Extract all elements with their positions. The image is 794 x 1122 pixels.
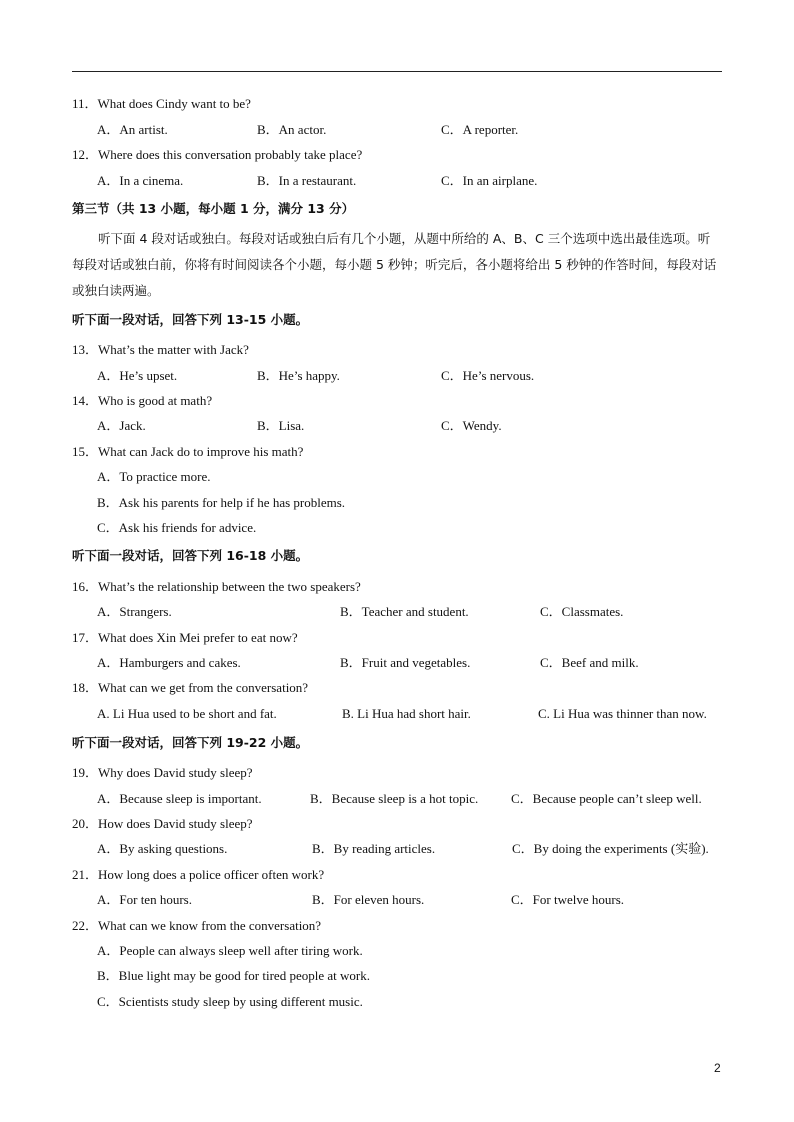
question-11-option-a: A．An artist. [97, 122, 168, 137]
question-14-option-b: B．Lisa. [257, 418, 305, 433]
question-12-option-b: B．In a restaurant. [257, 173, 357, 188]
question-20-option-a: A．By asking questions. [97, 841, 228, 856]
question-15-option-c: C．Ask his friends for advice. [97, 520, 257, 535]
question-16-option-b: B．Teacher and student. [340, 604, 469, 619]
question-21-option-a: A．For ten hours. [97, 892, 192, 907]
question-16-option-c: C．Classmates. [540, 604, 624, 619]
section-3-instructions: 听下面 4 段对话或独白。每段对话或独白后有几个小题，从题中所给的 A、B、C 三个选项中选出最佳选项。听每段对话或独白前，你将有时间阅读各个小题，每小题 5 秒钟；听完后，各小题将给出 5 秒钟的作答时间，每段对话或独白读两遍。 [72, 231, 717, 298]
question-14-stem: 14．Who is good at math? [72, 393, 213, 408]
question-16-option-a: A．Strangers. [97, 604, 172, 619]
question-17-option-b: B．Fruit and vegetables. [340, 655, 471, 670]
question-19-option-c: C．Because people can’t sleep well. [511, 791, 702, 806]
question-16-stem: 16．What’s the relationship between the two speakers? [72, 579, 361, 594]
question-13-option-a: A．He’s upset. [97, 368, 178, 383]
group-13-15-heading: 听下面一段对话，回答下列 13-15 小题。 [72, 312, 309, 327]
question-22-option-c: C．Scientists study sleep by using different music. [97, 994, 363, 1009]
question-15-option-a: A．To practice more. [97, 469, 211, 484]
question-21-stem: 21．How long does a police officer often work? [72, 867, 325, 882]
question-14-option-a: A．Jack. [97, 418, 146, 433]
question-22-stem: 22．What can we know from the conversation? [72, 918, 322, 933]
question-11-option-b: B．An actor. [257, 122, 327, 137]
question-20-stem: 20．How does David study sleep? [72, 816, 253, 831]
section-3-heading: 第三节（共 13 小题，每小题 1 分，满分 13 分） [72, 201, 355, 216]
group-16-18-heading: 听下面一段对话，回答下列 16-18 小题。 [72, 548, 309, 563]
question-12-stem: 12．Where does this conversation probably take place? [72, 147, 363, 162]
question-17-option-a: A．Hamburgers and cakes. [97, 655, 241, 670]
question-22-option-b: B．Blue light may be good for tired people at work. [97, 968, 370, 983]
question-17-option-c: C．Beef and milk. [540, 655, 639, 670]
question-18-option-b: B. Li Hua had short hair. [342, 706, 471, 721]
question-21-option-c: C．For twelve hours. [511, 892, 625, 907]
question-17-stem: 17．What does Xin Mei prefer to eat now? [72, 630, 298, 645]
question-21-option-b: B．For eleven hours. [312, 892, 425, 907]
question-22-option-a: A．People can always sleep well after tiring work. [97, 943, 363, 958]
question-19-option-b: B．Because sleep is a hot topic. [310, 791, 479, 806]
question-20-option-b: B．By reading articles. [312, 841, 436, 856]
question-13-option-c: C．He’s nervous. [441, 368, 535, 383]
question-13-option-b: B．He’s happy. [257, 368, 340, 383]
question-18-option-c: C. Li Hua was thinner than now. [538, 706, 707, 721]
question-11-option-c: C．A reporter. [441, 122, 519, 137]
header-rule [72, 71, 722, 72]
question-12-option-a: A．In a cinema. [97, 173, 184, 188]
question-11-stem: 11．What does Cindy want to be? [72, 96, 251, 111]
question-15-stem: 15．What can Jack do to improve his math? [72, 444, 304, 459]
question-18-stem: 18．What can we get from the conversation? [72, 680, 309, 695]
question-20-option-c: C．By doing the experiments (实验). [512, 841, 709, 856]
group-19-22-heading: 听下面一段对话，回答下列 19-22 小题。 [72, 735, 309, 750]
question-19-option-a: A．Because sleep is important. [97, 791, 262, 806]
question-14-option-c: C．Wendy. [441, 418, 502, 433]
page-number: 2 [714, 1061, 721, 1075]
question-15-option-b: B．Ask his parents for help if he has problems. [97, 495, 346, 510]
question-19-stem: 19．Why does David study sleep? [72, 765, 253, 780]
question-18-option-a: A. Li Hua used to be short and fat. [97, 706, 277, 721]
question-12-option-c: C．In an airplane. [441, 173, 538, 188]
question-13-stem: 13．What’s the matter with Jack? [72, 342, 249, 357]
